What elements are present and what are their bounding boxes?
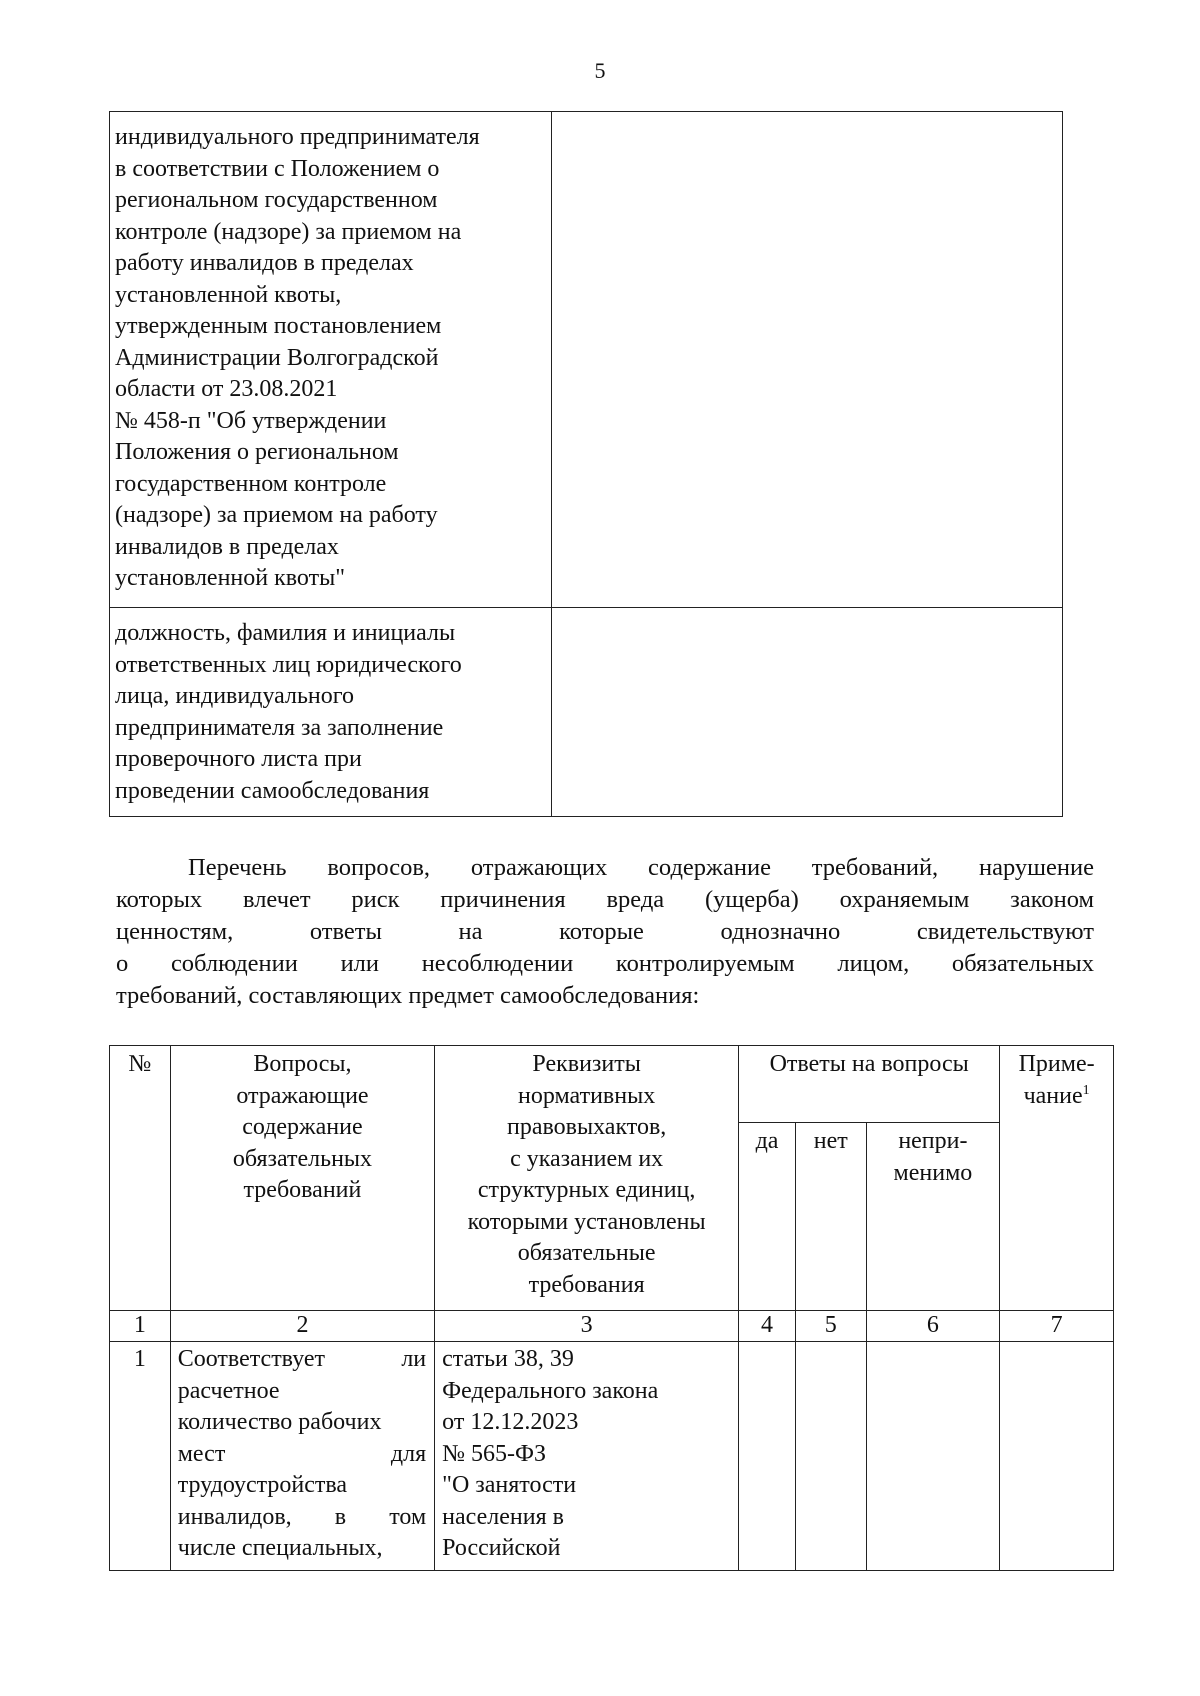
question-text — [170, 1342, 434, 1571]
header-note-text: Приме- чание — [1018, 1051, 1095, 1109]
answer-no-cell[interactable] — [795, 1342, 866, 1571]
header-note — [1000, 1046, 1114, 1311]
question-line: мест для — [177, 1440, 427, 1467]
requisites-text: статьи 38, 39 Федерального закона от 12.12.2023 № 565-ФЗ "О занятости населения в Российской — [435, 1342, 739, 1571]
intro-line: Перечень вопросов, отражающих содержание требований, нарушение — [188, 854, 1094, 881]
question-line: Соответствует ли — [177, 1346, 427, 1372]
header-answers: Ответы на вопросы — [739, 1046, 1000, 1123]
column-number: 6 — [866, 1311, 1000, 1342]
note-cell[interactable] — [1000, 1342, 1114, 1571]
page-number: 5 — [594, 58, 606, 83]
question-line: инвалидов, в том — [177, 1503, 427, 1530]
intro-line: которых влечет риск причинения вреда (ущерба) охраняемым законом — [116, 886, 1094, 913]
header-yes: да — [739, 1123, 796, 1311]
row-label: индивидуального предпринимателя в соответствии с Положением о региональном государственном контроле (надзоре) за приемом на работу инвалидов в пределах установленной квоты, утвержденным постановлением Администрации Волгоградской области от 23.08.2021 № 458-п "Об утверждении Положения о региональном государственном контроле (надзоре) за приемом на работу инвалидов в пределах установленной квоты" — [110, 112, 552, 608]
intro-line: о соблюдении или несоблюдении контролируемым лицом, обязательных — [116, 950, 1094, 977]
column-numbers-row — [110, 1311, 1114, 1342]
header-num: № — [110, 1046, 171, 1311]
table-row — [110, 608, 1063, 817]
question-line: числе специальных, — [177, 1535, 383, 1561]
footnote-mark: 1 — [1082, 1082, 1090, 1098]
question-line: трудоустройства — [177, 1472, 348, 1498]
header-no: нет — [795, 1123, 866, 1311]
column-number: 7 — [1000, 1311, 1114, 1342]
column-number: 1 — [110, 1311, 171, 1342]
column-number: 3 — [435, 1311, 739, 1342]
answer-not-applicable-cell[interactable] — [866, 1342, 1000, 1571]
question-line: количество рабочих — [177, 1409, 382, 1435]
column-number: 5 — [795, 1311, 866, 1342]
column-number: 4 — [739, 1311, 796, 1342]
row-value-field[interactable] — [552, 112, 1063, 608]
header-questions: Вопросы, отражающие содержание обязательных требований — [170, 1046, 434, 1311]
intro-line: ценностям, ответы на которые однозначно свидетельствуют — [116, 918, 1094, 945]
header-row — [110, 1046, 1114, 1123]
organization-info-table — [109, 111, 1063, 817]
table-row — [110, 112, 1063, 608]
intro-line: требований, составляющих предмет самообследования: — [116, 982, 700, 1009]
header-requisites: Реквизиты нормативных правовыхактов, с указанием их структурных единиц, которыми установлены обязательные требования — [435, 1046, 739, 1311]
row-value-field[interactable] — [552, 608, 1063, 817]
checklist-table — [109, 1045, 1114, 1571]
row-number: 1 — [110, 1342, 171, 1571]
answer-yes-cell[interactable] — [739, 1342, 796, 1571]
row-label: должность, фамилия и инициалы ответственных лиц юридического лица, индивидуального предпринимателя за заполнение проверочного листа при проведении самообследования — [110, 608, 552, 817]
column-number: 2 — [170, 1311, 434, 1342]
intro-paragraph — [116, 852, 1094, 1012]
header-not-applicable: непри- менимо — [866, 1123, 1000, 1311]
question-line: расчетное — [177, 1377, 280, 1404]
table-row — [110, 1342, 1114, 1571]
